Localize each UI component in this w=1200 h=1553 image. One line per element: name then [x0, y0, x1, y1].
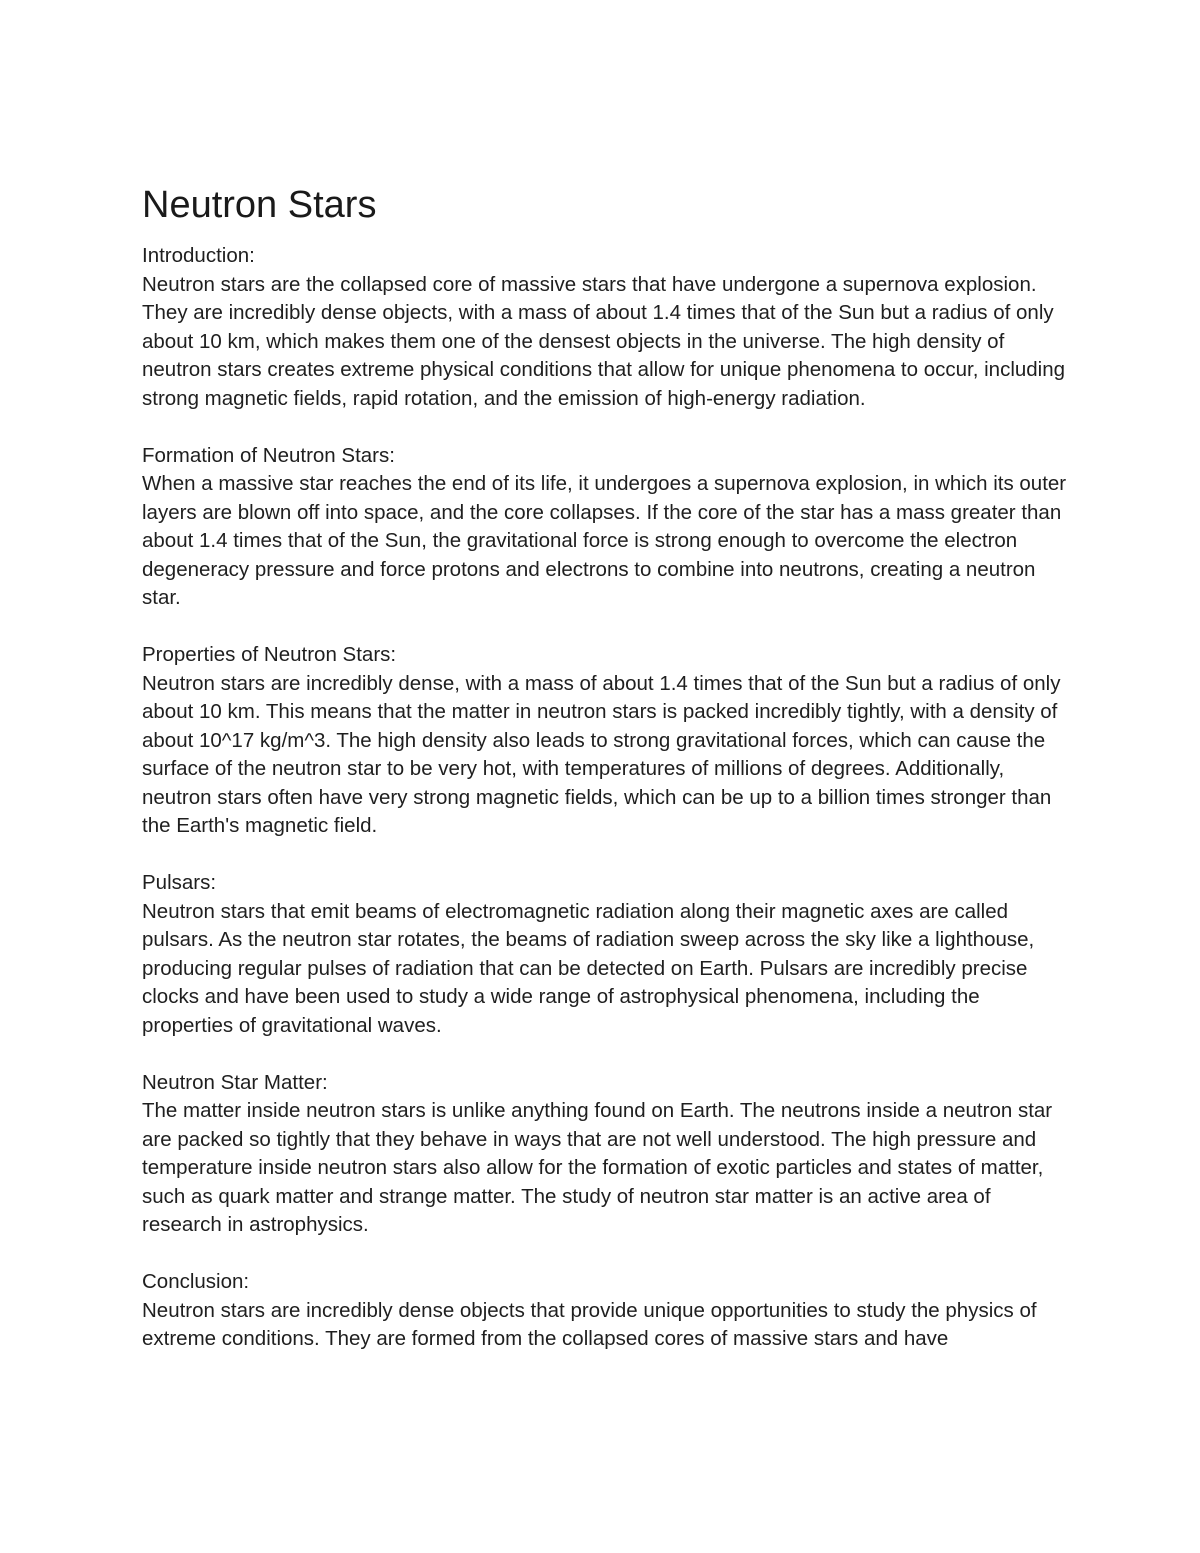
section-body: The matter inside neutron stars is unlike anything found on Earth. The neutrons inside a neutron star are packed so tightly that they behave in ways that are not well understood. The high pressure and temperature inside neutron stars also allow for the formation of exotic particles and states of matter, such as quark matter and strange matter. The study of neutron star matter is an active area of research in astrophysics.: [142, 1099, 1053, 1236]
section-introduction: [142, 242, 1067, 413]
section-pulsars: [142, 869, 1067, 1040]
section-body: Neutron stars are the collapsed core of massive stars that have undergone a supernova explosion. They are incredibly dense objects, with a mass of about 1.4 times that of the Sun but a radius of only about 10 km, which makes them one of the densest objects in the universe. The high density of neutron stars creates extreme physical conditions that allow for unique phenomena to occur, including strong magnetic fields, rapid rotation, and the emission of high-energy radiation.: [142, 272, 1066, 410]
section-heading: Properties of Neutron Stars:: [142, 643, 397, 666]
section-body: Neutron stars are incredibly dense objects that provide unique opportunities to study the physics of extreme conditions. They are formed from the collapsed cores of massive stars and have: [142, 1298, 1037, 1350]
section-formation: [142, 442, 1067, 613]
section-heading: Neutron Star Matter:: [142, 1070, 328, 1094]
section-heading: Conclusion:: [142, 1270, 250, 1293]
section-properties: [142, 641, 1067, 841]
document-title: Neutron Stars: [142, 184, 377, 226]
section-body: When a massive star reaches the end of its life, it undergoes a supernova explosion, in which its outer layers are blown off into space, and the core collapses. If the core of the star has a mass greater than about 1.4 times that of the Sun, the gravitational force is strong enough to overcome the electron degeneracy pressure and force protons and electrons to combine into neutrons, creating a neutron star.: [142, 472, 1067, 609]
section-heading: Introduction:: [142, 244, 255, 267]
section-heading: Pulsars:: [142, 871, 217, 894]
document-page: [142, 178, 1067, 1382]
section-body: Neutron stars that emit beams of electromagnetic radiation along their magnetic axes are called pulsars. As the neutron star rotates, the beams of radiation sweep across the sky like a lighthouse, producing regular pulses of radiation that can be detected on Earth. Pulsars are incredibly precise clocks and have been used to study a wide range of astrophysical phenomena, including the properties of gravitational waves.: [142, 899, 1035, 1037]
section-conclusion: [142, 1268, 1067, 1354]
section-neutron-star-matter: [142, 1069, 1067, 1240]
section-body: Neutron stars are incredibly dense, with a mass of about 1.4 times that of the Sun but a radius of only about 10 km. This means that the matter in neutron stars is packed incredibly tightly, with a density of about 10^17 kg/m^3. The high density also leads to strong gravitational forces, which can cause the surface of the neutron star to be very hot, with temperatures of millions of degrees. Additionally, neutron stars often have very strong magnetic fields, which can be up to a billion times stronger than the Earth's magnetic field.: [142, 671, 1061, 837]
section-heading: Formation of Neutron Stars:: [142, 443, 395, 467]
